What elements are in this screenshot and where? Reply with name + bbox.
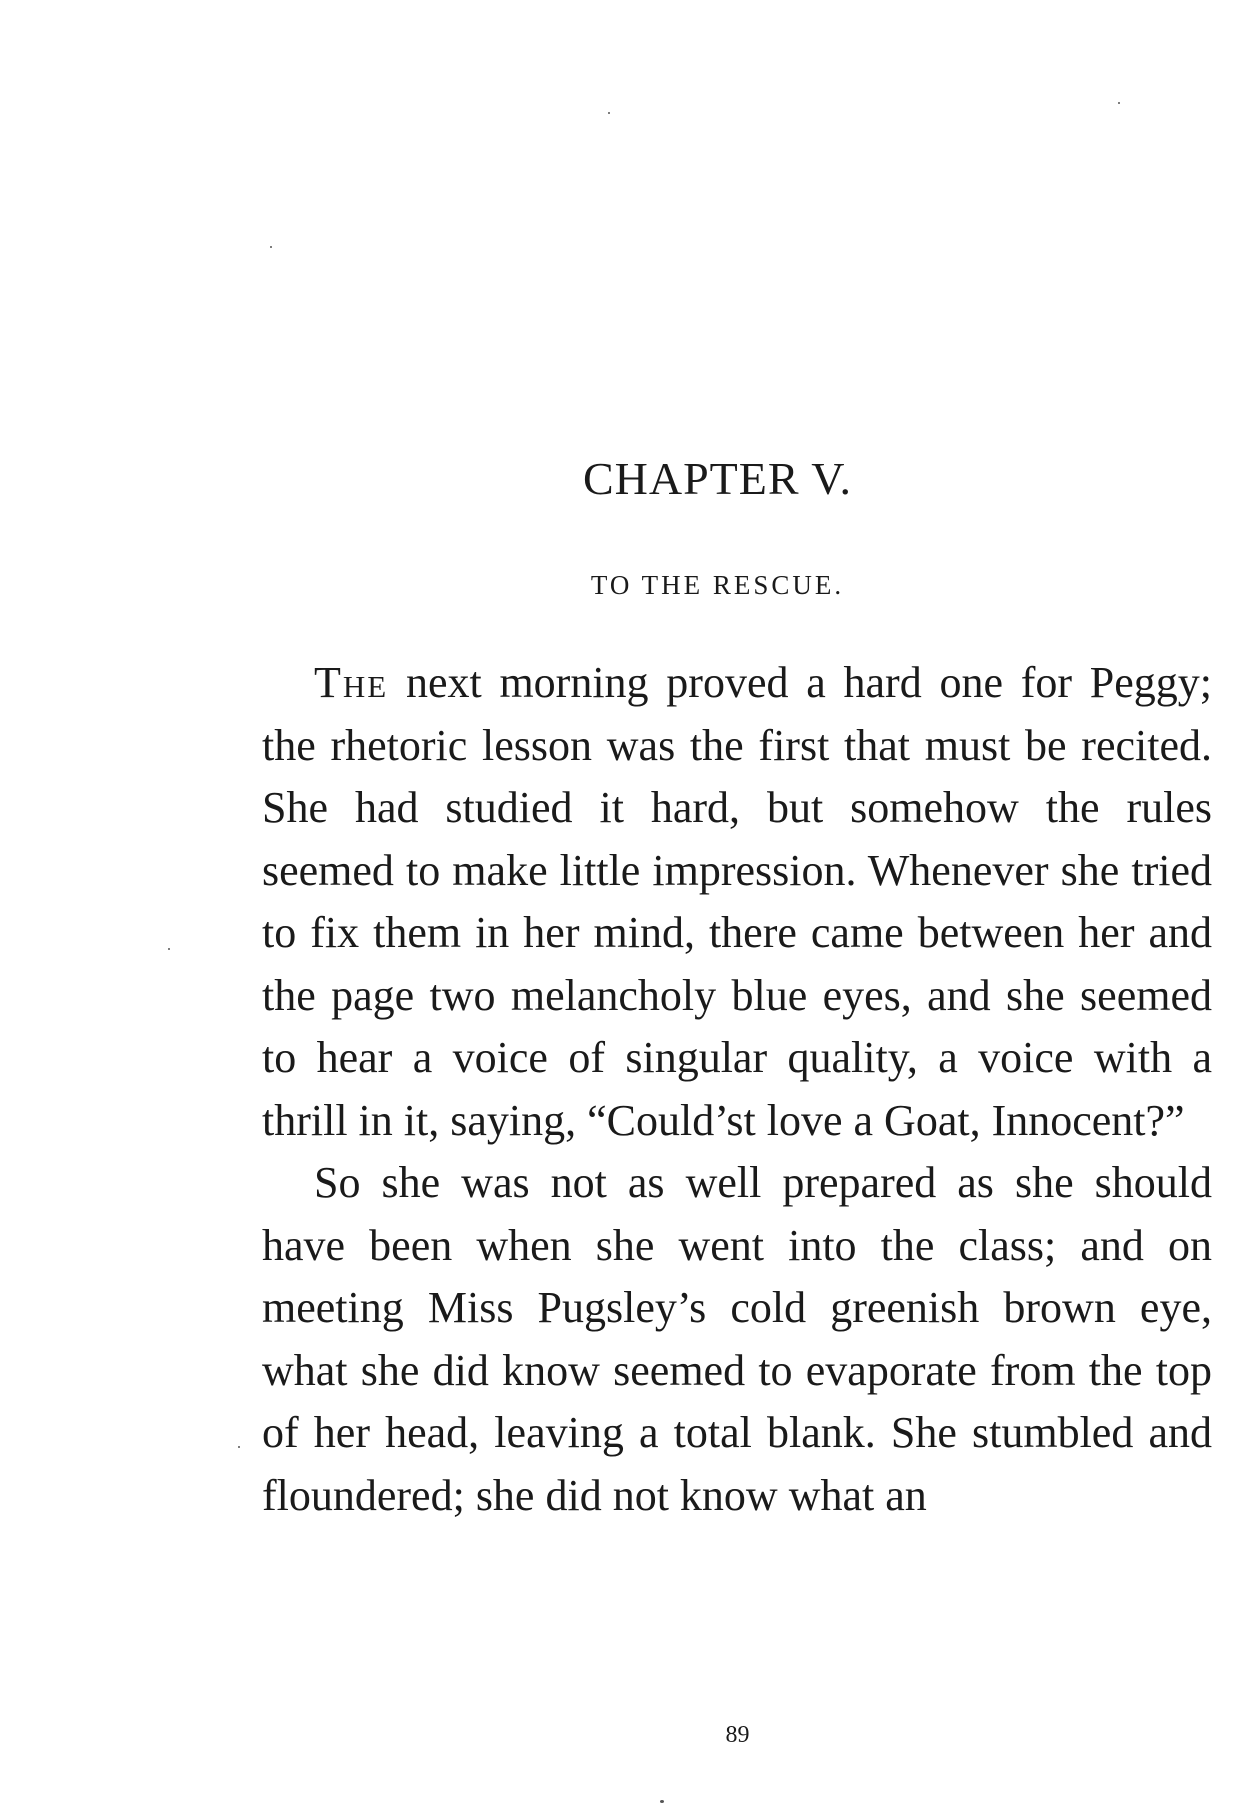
- paragraph-1: [262, 652, 1212, 1152]
- page-number: 89: [725, 1722, 750, 1748]
- chapter-title: CHAPTER V.: [582, 453, 853, 504]
- scan-speck: [238, 1446, 240, 1448]
- body-text: [262, 652, 1212, 1527]
- chapter-subtitle: TO THE RESCUE.: [590, 570, 845, 600]
- paragraph-lead-word: The: [314, 658, 389, 707]
- paragraph-1-text: next morning proved a hard one for Peggy; the rhetoric lesson was the first that must be recited. She had studied it hard, but somehow the rules seemed to make little impression. Whenever she tried to fix them in her mind, there came between her and the page two melancholy blue eyes, and she seemed to hear a voice of singular quality, a voice with a thrill in it, saying, “Could’st love a Goat, Innocent?”: [262, 658, 1212, 1145]
- paragraph-2: So she was not as well prepared as she should have been when she went into the class; and on meeting Miss Pugsley’s cold greenish brown eye, what she did know seemed to evaporate from the top of her head, leaving a total blank. She stumbled and floundered; she did not know what an: [262, 1158, 1212, 1520]
- scan-speck: [168, 948, 170, 950]
- scan-speck: [660, 1800, 664, 1803]
- scan-speck: [1118, 102, 1120, 104]
- scan-speck: [608, 112, 610, 114]
- scan-speck: [270, 246, 272, 248]
